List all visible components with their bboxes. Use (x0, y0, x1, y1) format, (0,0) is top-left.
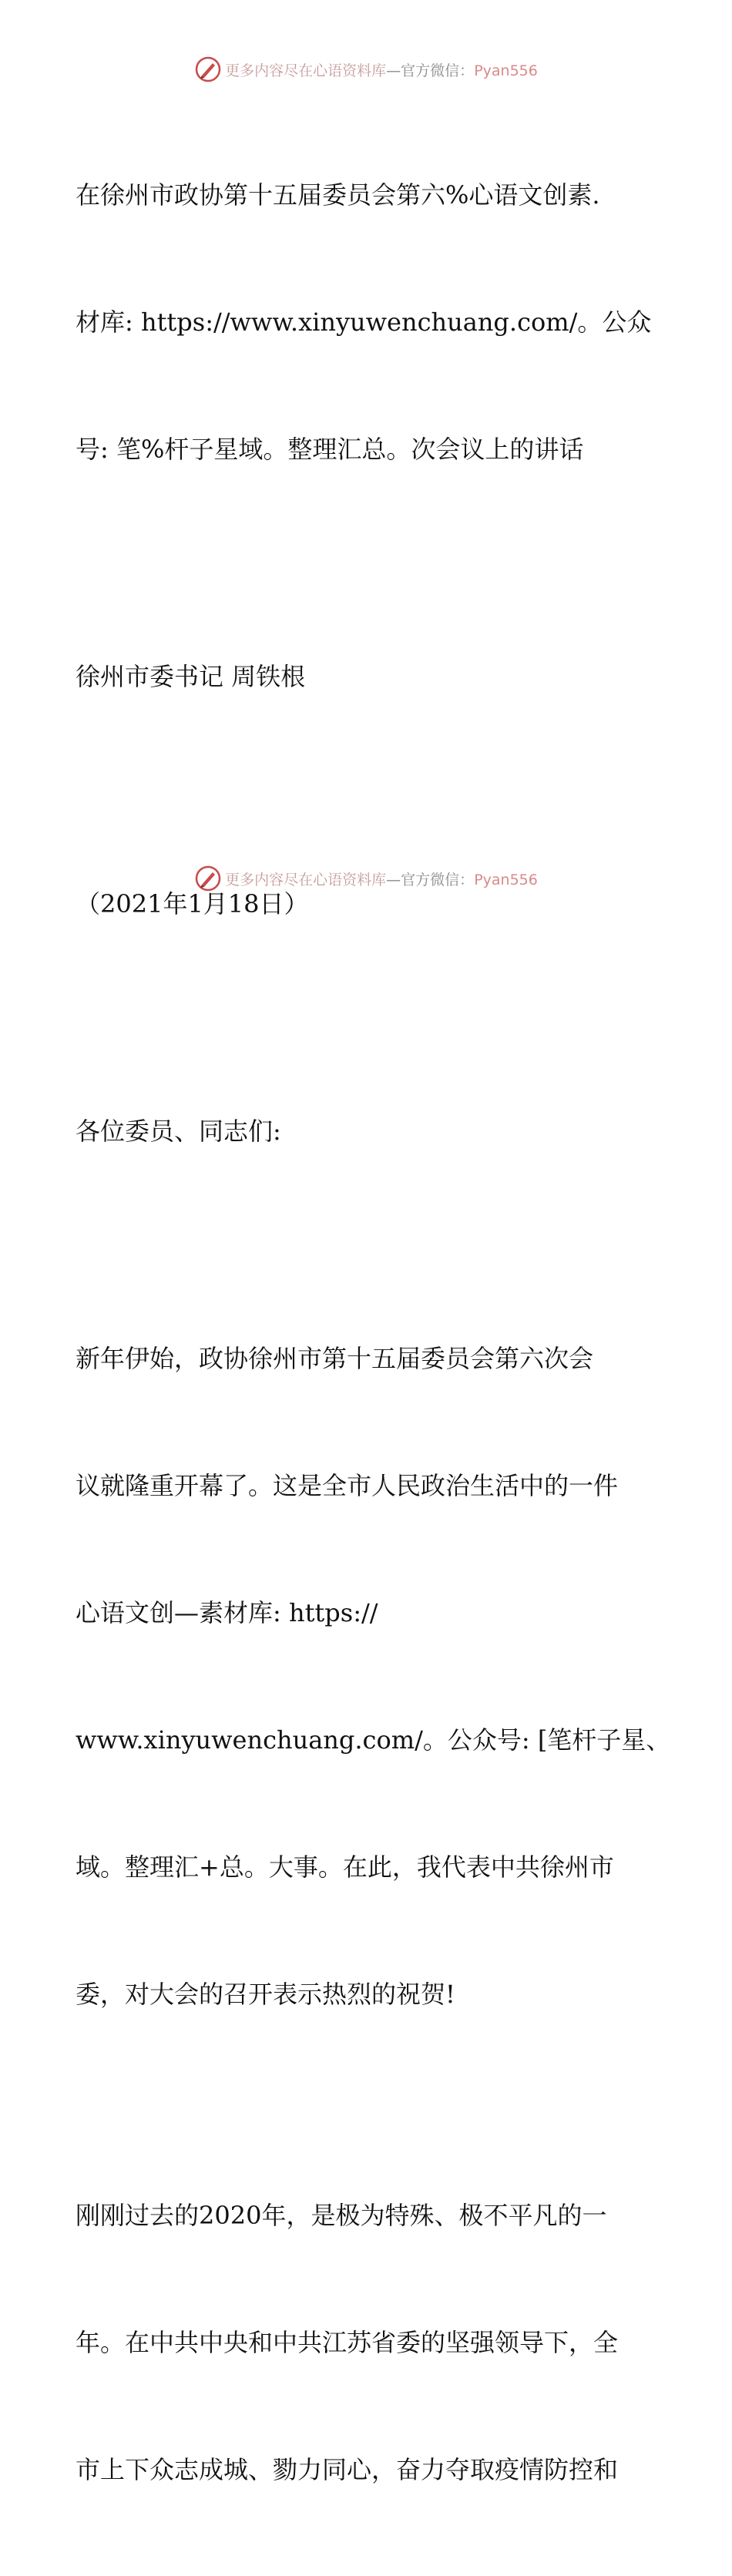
pen-logo-icon (194, 55, 222, 83)
watermark-wechat-label: 官方微信： (401, 871, 475, 888)
salutation-text: 各位委员、同志们: (76, 1117, 281, 1146)
paragraph-line: 委，对大会的召开表示热烈的祝贺! (76, 1980, 455, 2009)
watermark-wechat-id: Pyan556 (474, 871, 538, 888)
watermark-site: 更多内容尽在心语资料库 (225, 62, 387, 79)
paragraph-2 (76, 2110, 661, 2576)
paragraph-line: 市上下众志成城、勠力同心，奋力夺取疫情防控和 (76, 2455, 619, 2484)
date-text: （2021年1月18日） (76, 889, 309, 919)
paragraph-line: 刚刚过去的2020年，是极为特殊、极不平凡的一 (76, 2201, 607, 2230)
document-body (76, 89, 671, 2576)
author-text: 徐州市委书记 周铁根 (76, 662, 306, 691)
watermark-text (225, 868, 538, 889)
title-line: 在徐州市政协第十五届委员会第六%心语文创素. (76, 180, 600, 210)
watermark-wechat-id: Pyan556 (474, 62, 538, 79)
watermark-text (225, 59, 538, 80)
watermark-site: 更多内容尽在心语资料库 (225, 871, 387, 888)
document-title (76, 89, 661, 556)
footer-watermark (0, 863, 732, 894)
paragraph-line: www.xinyuwenchuang.com/。公众号: [笔杆子星、 (76, 1725, 671, 1755)
paragraph-line: 心语文创—素材库: https:// (76, 1598, 378, 1627)
paragraph-line: 新年伊始，政协徐州市第十五届委员会第六次会 (76, 1344, 594, 1373)
paragraph-line: 域。整理汇+总。大事。在此，我代表中共徐州市 (76, 1852, 614, 1882)
title-line: 号: 笔%杆子星域。整理汇总。次会议上的讲话 (76, 435, 584, 464)
watermark-wechat-label: 官方微信： (401, 62, 475, 79)
watermark-separator: — (386, 62, 401, 79)
header-watermark (0, 54, 732, 85)
date-line (76, 798, 661, 1010)
paragraph-line: 年。在中共中央和中共江苏省委的坚强领导下，全 (76, 2328, 619, 2357)
author-line (76, 571, 661, 783)
pen-logo-icon (194, 865, 222, 892)
title-line: 材库: https://www.xinyuwenchuang.com/。公众 (76, 307, 652, 337)
watermark-separator: — (386, 871, 401, 888)
paragraph-1 (76, 1253, 671, 2101)
paragraph-line: 议就隆重开幕了。这是全市人民政治生活中的一件 (76, 1471, 619, 1500)
salutation (76, 1026, 661, 1238)
